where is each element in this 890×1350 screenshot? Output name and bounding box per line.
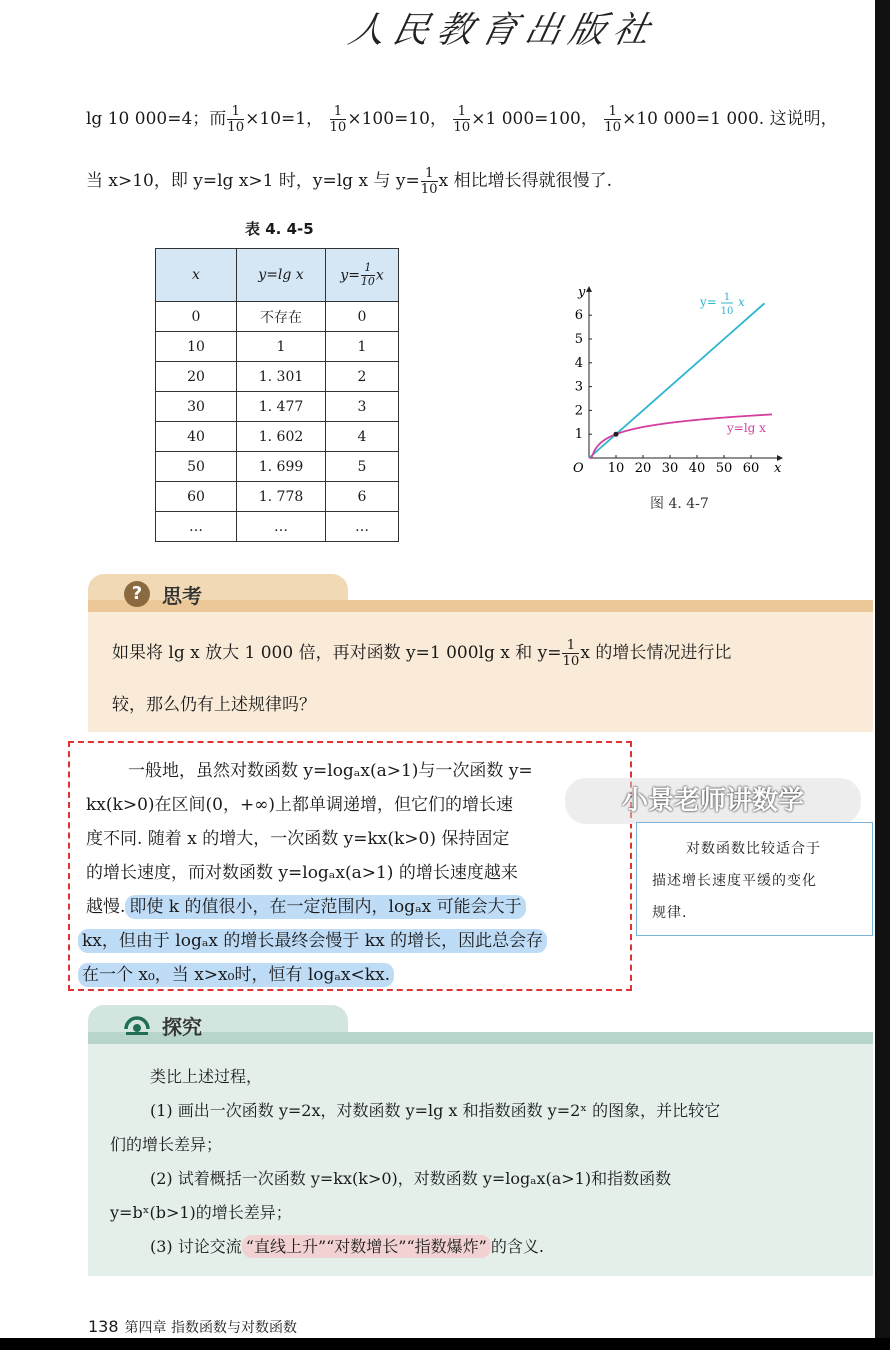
y-tick-label: 6	[574, 308, 583, 324]
table-cell: 0	[156, 302, 237, 332]
intro-text: ×10=1，	[245, 109, 324, 129]
body-line-6	[78, 926, 547, 951]
x-tick-label: 60	[742, 461, 760, 476]
figure-caption: 图 4. 4-7	[650, 496, 709, 512]
table-row	[156, 482, 399, 512]
explore-line-1: (1) 画出一次函数 y=2x，对数函数 y=lg x 和指数函数 y=2ˣ 的图象，并比较它	[150, 1101, 721, 1120]
explore-line-4: y=bˣ(b>1)的增长差异；	[110, 1203, 292, 1222]
linear-label-suffix: x	[738, 295, 745, 309]
body-line-5: 越慢. 即使 k 的值很小，在一定范围内，logₐx 可能会大于	[86, 892, 526, 917]
intro-text: ×10 000=1 000. 这说明，	[622, 109, 838, 129]
fraction: $\frac{1}{10}$	[604, 103, 622, 135]
linear-label-num: 1	[723, 292, 731, 303]
body-line-3: 度不同. 随着 x 的增大，一次函数 y=kx(k>0) 保持固定	[86, 829, 510, 849]
table-cell: 20	[156, 362, 237, 392]
side-note-line-1: 对数函数比较适合于	[686, 841, 821, 857]
intro-line-2	[86, 166, 612, 196]
body-line-4: 的增长速度，而对数函数 y=logₐx(a>1) 的增长速度越来	[86, 863, 518, 883]
explore-title: 探究	[162, 1015, 202, 1039]
intro-text: ×1 000=100，	[471, 109, 598, 129]
table-cell: …	[237, 512, 326, 542]
body-line-2: kx(k>0)在区间(0，+∞)上都单调递增，但它们的增长速	[86, 795, 513, 815]
fraction: $\frac{1}{10}$	[453, 103, 471, 135]
intro-line-1	[86, 104, 838, 134]
table-cell: 60	[156, 482, 237, 512]
table-body	[156, 302, 399, 542]
explore-line-5: (3) 讨论交流 “直线上升”“对数增长”“指数爆炸” 的含义.	[150, 1237, 544, 1256]
table-cell: 40	[156, 422, 237, 452]
table-row	[156, 452, 399, 482]
body-line-1: 一般地，虽然对数函数 y=logₐx(a>1)与一次函数 y=	[128, 761, 533, 781]
log-label: y=lg x	[727, 421, 766, 435]
y-axis-arrow	[586, 286, 592, 292]
origin-label: O	[573, 461, 584, 476]
explore-line-0: 类比上述过程，	[150, 1067, 263, 1086]
intro-text: x 相比增长得就很慢了.	[438, 171, 612, 191]
table-cell: …	[326, 512, 399, 542]
intro-text: lg 10 000=4；而	[86, 109, 227, 129]
table-row	[156, 332, 399, 362]
page-footer	[88, 1317, 297, 1337]
y-tick-label: 3	[574, 379, 583, 395]
linear-label-prefix: y=	[700, 295, 717, 309]
table-cell: 1. 477	[237, 392, 326, 422]
table-row	[156, 392, 399, 422]
highlight-blue: 即使 k 的值很小，在一定范围内，logₐx 可能会大于	[125, 895, 525, 919]
bottom-edge	[0, 1338, 890, 1350]
table-cell: …	[156, 512, 237, 542]
x-tick-label: 30	[661, 461, 679, 476]
body-line-7	[78, 960, 394, 985]
highlight-pink: “直线上升”“对数增长”“指数爆炸”	[242, 1235, 491, 1258]
x-tick-label: 40	[688, 461, 706, 476]
highlight-blue: kx，但由于 logₐx 的增长最终会慢于 kx 的增长，因此总会存	[78, 929, 547, 953]
y-axis-label: y	[578, 285, 586, 300]
right-edge	[875, 0, 890, 1350]
think-line-2: 较，那么仍有上述规律吗？	[112, 695, 316, 715]
question-icon: ?	[124, 581, 150, 607]
table-row	[156, 422, 399, 452]
table-row	[156, 302, 399, 332]
x-axis-label: x	[774, 461, 782, 476]
side-note-line-2: 描述增长速度平缓的变化	[652, 873, 817, 889]
table-cell: 1. 778	[237, 482, 326, 512]
table-cell: 2	[326, 362, 399, 392]
table-header-x: x	[156, 249, 237, 302]
highlight-blue: 在一个 x₀，当 x>x₀时，恒有 logₐx<kx.	[78, 963, 394, 987]
values-table	[155, 248, 399, 542]
think-line-1: 如果将 lg x 放大 1 000 倍，再对函数 y=1 000lg x 和 y= $\frac{1}{10}$ x 的增长情况进行比	[112, 637, 732, 669]
page-number: 138	[88, 1317, 119, 1336]
table-cell: 5	[326, 452, 399, 482]
table-row	[156, 512, 399, 542]
watermark: 小景老师讲数学	[565, 778, 861, 824]
table-header-row	[156, 249, 399, 302]
table-cell: 0	[326, 302, 399, 332]
think-title: 思考	[162, 584, 202, 608]
table-header-linear: y= $\frac{1}{10}$ x	[326, 249, 399, 302]
table-cell: 10	[156, 332, 237, 362]
y-tick-label: 5	[574, 332, 583, 347]
think-strip	[88, 600, 873, 612]
table-cell: 1. 602	[237, 422, 326, 452]
x-tick-label: 50	[715, 461, 733, 476]
chapter-title: 第四章 指数函数与对数函数	[124, 1320, 297, 1336]
table-cell: 50	[156, 452, 237, 482]
x-tick-label: 20	[634, 461, 652, 476]
side-note-line-3: 规律.	[652, 905, 688, 921]
fraction: $\frac{1}{10}$	[420, 165, 438, 197]
table-cell: 1. 699	[237, 452, 326, 482]
fraction: $\frac{1}{10}$	[329, 103, 347, 135]
explore-line-3: (2) 试着概括一次函数 y=kx(k>0)，对数函数 y=logₐx(a>1)和指数函数	[150, 1169, 672, 1188]
explore-line-2: 们的增长差异；	[110, 1135, 223, 1154]
table-cell: 3	[326, 392, 399, 422]
linear-label-den: 10	[720, 306, 734, 317]
table-cell: 6	[326, 482, 399, 512]
table-cell: 不存在	[237, 302, 326, 332]
table-caption: 表 4. 4-5	[245, 220, 314, 238]
intro-text: ×100=10，	[347, 109, 447, 129]
table-cell: 30	[156, 392, 237, 422]
intersection-point	[614, 432, 619, 437]
fraction: $\frac{1}{10}$	[227, 103, 245, 135]
y-tick-label: 2	[574, 403, 583, 419]
table-cell: 1	[326, 332, 399, 362]
y-tick-label: 4	[574, 355, 583, 371]
table-row	[156, 362, 399, 392]
table-cell: 4	[326, 422, 399, 452]
x-tick-label: 10	[607, 461, 625, 476]
table-header-lg: y=lg x	[237, 249, 326, 302]
explore-strip	[88, 1032, 873, 1044]
explore-icon	[124, 1011, 150, 1037]
table-cell: 1. 301	[237, 362, 326, 392]
publisher-logo: 人民教育出版社	[344, 10, 662, 51]
table-cell: 1	[237, 332, 326, 362]
y-tick-label: 1	[574, 427, 583, 443]
intro-text: 当 x>10，即 y=lg x>1 时，y=lg x 与 y=	[86, 171, 420, 191]
growth-graph	[565, 280, 785, 480]
